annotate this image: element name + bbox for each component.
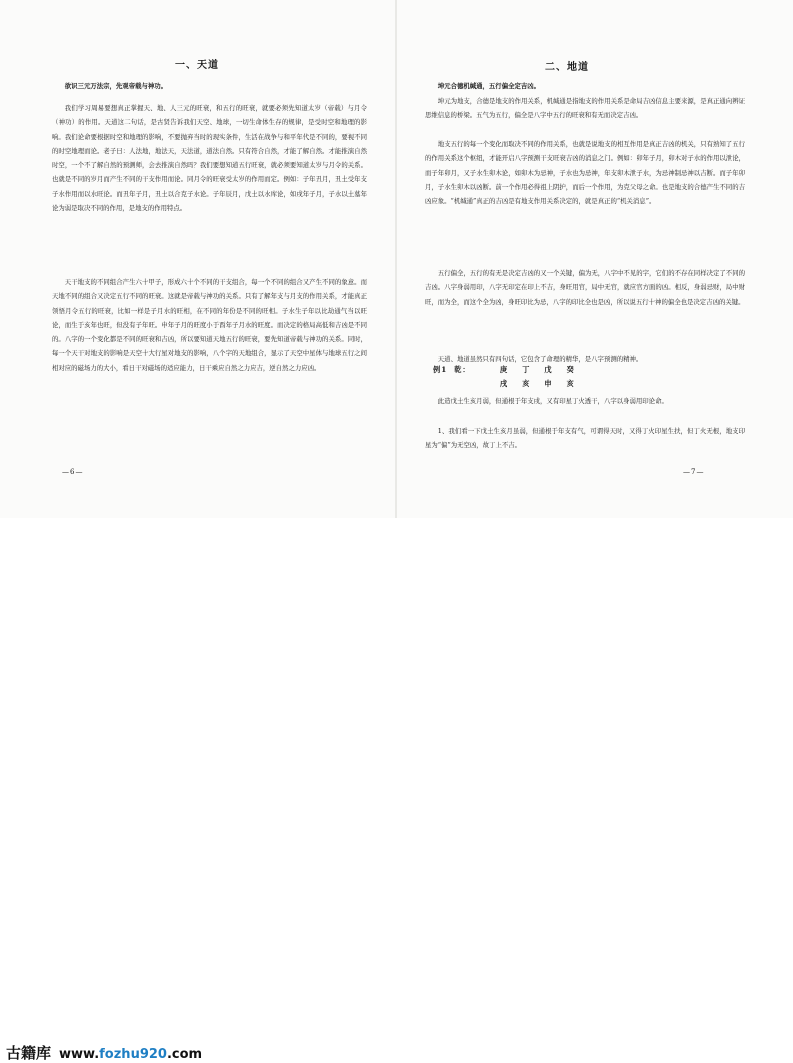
right-page (425, 0, 745, 518)
url-accent: fozhu920 (99, 1047, 167, 1062)
body-paragraph: 1、我们看一下戊土生亥月虽弱，但通根于年支有气，可谓得天时，又得丁火印星生扶，但丁火无根，地支印星为“偏”为无空凶，故丁上不吉。 (425, 427, 745, 450)
book-spread (0, 0, 793, 518)
body-paragraph: 天道、地道虽然只有四句话，它包含了命理的精华，是八字预测的精神。 (437, 355, 643, 363)
pillars-branches: 戌 亥 申 亥 (500, 379, 575, 388)
section-heading-didao: 二、地道 (545, 62, 589, 73)
body-paragraph: 此造戊土生亥月弱，但通根于年支戌，又有印星丁火透干，八字以身弱用印论命。 (437, 397, 668, 405)
pillars-stems: 庚 丁 戊 癸 (500, 365, 575, 374)
verse-line: 欲识三元万法宗，先观帝载与神功。 (64, 82, 168, 90)
url-prefix: www. (59, 1047, 100, 1062)
body-paragraph: 五行偏全，五行的有无是决定吉凶的又一个关键，偏为无，八字中不见的字，它们的不存在同样决定了不同的吉凶。八字身弱用印，八字无印定在印上不吉，身旺用官，局中无官，就应官方面的凶。相反，身弱忌财，局中财旺，而为全，而这个全为凶，身旺印比为忌，八字的印比全也是凶，所以说五行十神的偏全也是决定吉凶的关键。 (425, 269, 745, 306)
body-paragraph: 地支五行的每一个变化而取决不同的作用关系，也就是说地支的相互作用是真正吉凶的机关，只有熟知了五行的作用关系这个枢纽，才能开启八字预测干支旺衰吉凶的消息之门。例如：卯年子月，卯木对子水的作用以泄论，而子年卯月，又子水生卯木论，如卯木为忌神，子水也为忌神，年支卯木泄子水，为忌神制忌神以吉断。而子年卯月，子水生卯木以凶断。前一个作用必得祖上阴护，而后一个作用，为克父母之命。也是地支的合德产生不同的吉凶应象。“机缄通”真正的吉凶是有地支作用关系决定的，就是真正的“机关消息”。 (425, 140, 745, 206)
site-name: 古籍库 (6, 1044, 52, 1062)
url-suffix: .com (166, 1047, 203, 1062)
watermark-bar (0, 518, 793, 1062)
section-heading-tiandao: 一、天道 (175, 60, 219, 71)
body-paragraph: 天干地支的不同组合产生六十甲子，形成六十个不同的干支组合，每一个不同的组合又产生不同的象意。而天地不同的组合又决定五行不同的旺衰。这就是帝载与神功的关系。只有了解年支与月支的作用关系，才能真正领悟月令五行的旺衰，比如一样是子月水的旺相，在不同的年份是不同的旺相。子水生子年以比劫通气当以旺论，而生于亥年也旺，但没有子年旺。申年子月的旺度小于酉年子月水的旺度。而决定的格局高低和吉凶是不同的。八字的一个变化都是不同的旺衰和吉凶，所以要知道天地五行的旺衰，要先知道帝载与神功的关系。同时，每一个天干对地支的影响是天空十大行星对地支的影响，八个字的天地组合，显示了天空中星体与地球五行之间相对应的磁场力的大小，看日干对磁场的适应能力，日干乘应自然之力应吉，逆自然之力应凶。 (52, 278, 367, 372)
body-paragraph: 坤元为地支，合德是地支的作用关系，机缄通是指地支的作用关系是命局吉凶信息主要来源，是真正通向辨证思维信息的桥梁。五气为五行，偏全是八字中五行的旺衰和有无而决定吉凶。 (425, 97, 745, 120)
example-label: 例1 乾： (433, 365, 471, 374)
site-url (59, 1047, 202, 1062)
left-page (52, 0, 367, 518)
page-number: —7— (683, 468, 705, 476)
book-gutter (395, 0, 397, 518)
site-watermark (6, 1042, 202, 1063)
verse-line: 坤元合德机缄通，五行偏全定吉凶。 (437, 82, 541, 90)
body-paragraph: 我们学习周易要想真正掌握天、地、人三元的旺衰，和五行的旺衰，就要必须先知道太岁（帝载）与月令（神功）的作用。天道这二句话，是古贤告诉我们天空、地球，一切生命体生存的规律，是受时空和地理的影响。我们论命要根据时空和地理的影响，不要抛弃当时的现实条件，生活在战争与和平年代是不同的，要视不同的时空地理而论。老子曰：人法地，地法天，天法道，道法自然。只有符合自然，才能了解自然。才能推演自然时空，一个不了解自然的预测师，会去推演自然吗？我们要想知道五行旺衰，就必须要知道太岁与月令的关系。也就是不同的岁月而产生不同的干支作用而论。同月令的旺衰受太岁的作用而定。例如：子年丑月，丑土受年支子水作用而以水旺论。而丑年子月，丑土以合克子水论。子年辰月，戊土以水库论，如戌年子月，子水以土墓年论为弱是取决不同的作用，是地支的作用特点。 (52, 104, 367, 213)
page-number: —6— (62, 468, 84, 476)
